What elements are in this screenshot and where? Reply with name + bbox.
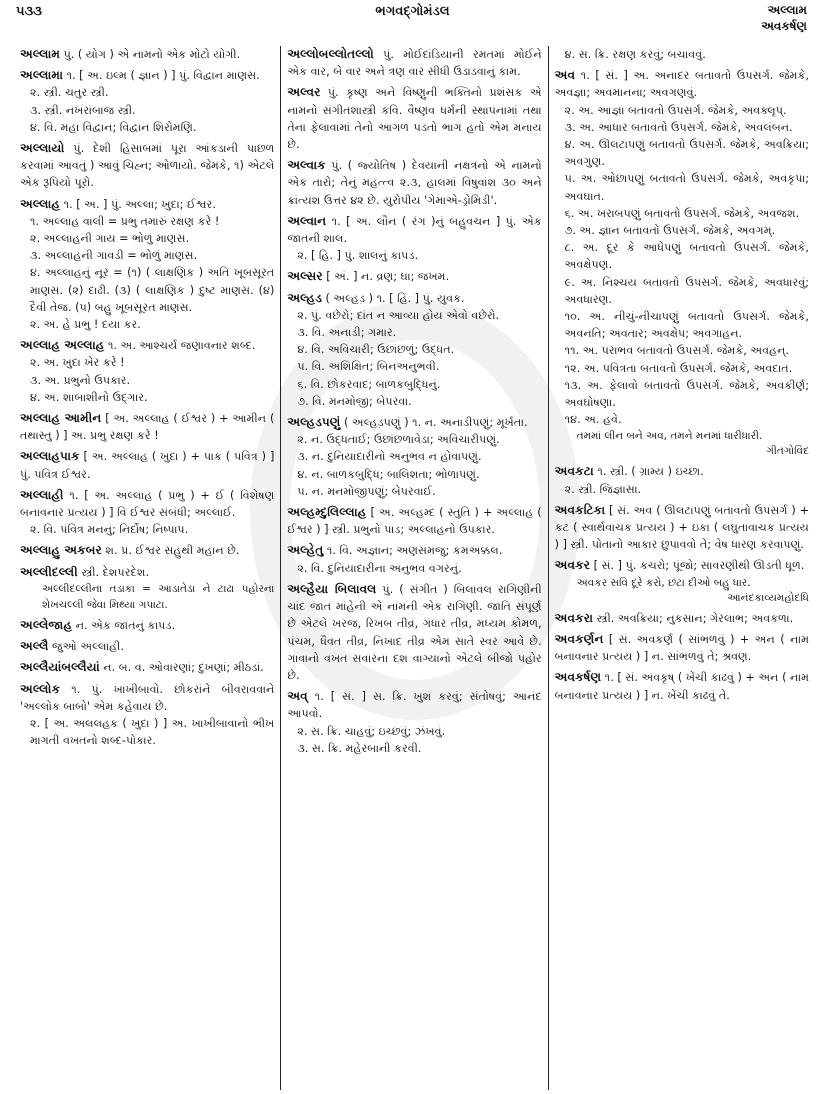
definition: ( અલ્હડ઼ ) ૧. [ હિં. ] પું. યુવક. — [325, 291, 465, 305]
sense: ૩. અ. પ્રભુનો ઉપકાર. — [30, 373, 131, 387]
guide-word-first: અલ્લામ — [767, 3, 807, 17]
sense: ૨. [ હિ. ] પું. શાલનું કાપડ. — [297, 249, 419, 263]
definition: સ્ત્રી. અવક્રિયા; નુકસાન; ગેરલાભ; અવકળા. — [596, 611, 794, 625]
definition: ૧. [ અ. ઇલ્મ ( જ્ઞાન ) ] પું. વિદ્વાન માણસ. — [66, 69, 260, 83]
headword: અલ્વાક — [287, 158, 326, 173]
dictionary-entry — [287, 414, 541, 500]
sense: ૬. વિ. છોકરવાદ; બાળકબુદ્ધિનું. — [297, 377, 441, 391]
dictionary-entry — [287, 46, 541, 80]
sense: ૨. સ્ત્રી. જિજ્ઞાસા. — [564, 482, 642, 496]
sense: ૪. વિ. અવિચારી; ઉછાંછળું; ઉદ્ધત. — [297, 343, 455, 357]
sense: ૭. અ. જ્ઞાન બતાવતો ઉપસર્ગ. જેમકે, અવગમ્. — [564, 224, 776, 238]
definition: [ સં. અવકર્ણ ( સાંભળવું ) + અન ( નામ બનાવનાર પ્રત્યય ) ] ન. સાંભળવું તે; શ્રવણ. — [554, 632, 809, 664]
column-right — [548, 46, 815, 1090]
dictionary-entry — [20, 681, 274, 750]
headword: અલ્લામા — [20, 68, 63, 83]
sense: ૪. અ. ઊલટાપણું બતાવતો ઉપસર્ગ. જેમકે, અવક્રિયા; અવગુણ. — [564, 138, 809, 169]
definition: [ અં. ] ન. વ્રણ; ઘા; જખમ. — [326, 270, 450, 284]
dictionary-entry — [20, 46, 274, 63]
sense: ૩. અલ્લાહની ગાવડી = ભોળું માણસ. — [30, 249, 198, 263]
page-number: ૫૩૩ — [16, 4, 42, 19]
example-quote: તમમાં લીન બને અવ, તમને મનમાં ધારીધારી. — [576, 430, 763, 443]
definition: પું. ( જ્યોતિષ ) દેવયાની નક્ષત્રનો એ નામનો એક તારો; તેનું મહત્ત્વ ૨.૩, હાલમાં વિષુવાંશ ૩૦ અને ક્રાંત્યંશ ઉત્તર ૪૨ છે. યુરોપીય 'ગેમાએ-ડ્રોમિડી'. — [287, 159, 542, 207]
sense: ૧૩. અ. ફેલાવો બતાવતો ઉપસર્ગ. જેમકે, અવકીર્ણ; અવઘોષણા. — [564, 378, 809, 410]
dictionary-entry — [287, 84, 541, 153]
definition: શ. પ્ર. ઈશ્વર સહુથી મહાન છે. — [105, 544, 240, 558]
definition: [ સં. ] પું. કચરો; પૂંજો; સાવરણીથી ઊડતી ધૂળ. — [593, 559, 805, 573]
sense: ૨. વિ. દુનિયાદારીના અનુભવ વગરનું. — [297, 561, 462, 575]
dictionary-entry — [20, 487, 274, 539]
sense: ૨. પું. વછેરો; દાંત ન આવ્યા હોય એવો વછેરો. — [297, 308, 500, 322]
dictionary-entry — [287, 268, 541, 285]
definition: સ્ત્રી. દેશપરદેશ. — [81, 565, 150, 579]
dictionary-entry — [287, 157, 541, 209]
definition: ૧. [ સં. અવકૃષ્ ( ખેંચી કાઢવું ) + અન ( નામ બનાવનાર પ્રત્યય ) ] ન. ખેંચી કાઢવું તે. — [554, 671, 809, 702]
sense: ૨. સ. ક્રિ. ચાહવું; ઇચ્છવું; ઝંખવું. — [297, 724, 446, 738]
definition: પું. મોઈદાંડિયાની રમતમાં મોઈને એક વાર, બે વાર અને ત્રણ વાર સીધી ઉડાડવાનું કામ. — [287, 48, 542, 79]
sense: ૪. અ. શાબાશીનો ઉદ્ગાર. — [30, 390, 148, 404]
dictionary-entry — [20, 659, 274, 676]
dictionary-entry — [20, 617, 274, 634]
dictionary-entry — [555, 631, 809, 665]
dictionary-entry — [287, 542, 541, 576]
headword: અલ્હમ્દુલિલ્લાહ — [287, 505, 367, 520]
example-quote: અલ્લીદલ્લીના તડાકા = આડાતેડા ને ટાઢા પહોરના શેખચલ્લી જેવા મિથ્યા ગપાટા. — [42, 582, 275, 611]
headword: અલ્લૈયાંબલ્લૈયાં — [20, 660, 100, 675]
sense: ૭. વિ. મનમોજી; બેપરવા. — [297, 394, 412, 408]
headword: અવકરા — [554, 610, 593, 625]
headword: અલ્લૈ — [20, 639, 49, 654]
definition: ૧. સ્ત્રી. ( ગ્રામ્ય ) ઇચ્છા. — [597, 465, 704, 479]
sense: ૨. સ્ત્રી. ચતુર સ્ત્રી. — [30, 86, 109, 100]
dictionary-entry — [20, 564, 274, 613]
sense: ૯. અ. નિશ્ચય બતાવતો ઉપસર્ગ. જેમકે, અવધારવું; અવધારણ. — [564, 275, 809, 306]
sense: ૪. વિ. મહા વિદ્વાન; વિદ્વાન શિરોમણિ. — [30, 120, 197, 134]
dictionary-entry — [20, 448, 274, 482]
page-header — [0, 0, 825, 44]
headword: અલ્લેજાહ — [20, 617, 73, 632]
definition: પું. દેશી હિસાબમાં પૂરા આંકડાની પાછળ કરવામાં આવતું ) આવું ચિહ્ન; ઓળાયો. જેમકે, ૧) એટલે એક રૂપિયો પૂરો. — [20, 142, 275, 190]
sense: ૩. વિ. અનાડી; ગમાર. — [297, 326, 397, 340]
headword: અલ્હડપણું — [287, 415, 341, 430]
sense: ૪. ન. બાળકબુદ્ધિ; બાલિશતા; ભોળાપણું. — [297, 467, 480, 481]
sense: ૨. ન. ઉદ્ધતાઈ; ઉછાંછળાવેડા; અવિચારીપણું. — [297, 433, 500, 447]
definition: [ અ. અલ્હમ્દ ( સ્તુતિ ) + અલ્લાહ ( ઈશ્વર ) ] સ્ત્રી. પ્રભુનો પાડ; અલ્લાહનો ઉપકાર. — [287, 506, 542, 537]
quote-attribution: ગીતગોવિંદ — [766, 445, 809, 458]
definition: પું. કૃષ્ણ અને વિષ્ણુની ભક્તિનો પ્રશંસક એ નામનો સંગીતશાસ્ત્રી કવિ. વૈષ્ણવ ધર્મની સ્થાપનામાં તથા તેના ફેલાવામાં તેનો આગળ પડતો ભાગ હતો એમ મનાય છે. — [287, 86, 542, 152]
definition: ૧. [ અ. અલ્લાહ ( પ્રભુ ) + ઈ ( વિશેષણ બનાવનાર પ્રત્યય ) ] વિ ઈશ્વર સંબંધી; અલ્લાઈ. — [20, 488, 275, 520]
dictionary-entry — [287, 688, 541, 757]
dictionary-columns — [14, 46, 815, 1090]
headword: અલ્લાહ — [20, 196, 61, 211]
dictionary-entry — [20, 337, 274, 406]
dictionary-entry — [555, 669, 809, 703]
definition: [ અ. અલ્લાહ ( ઈશ્વર ) + આમીન ( તથાસ્તુ ) ] અ. પ્રભુ રક્ષણ કરે ! — [20, 412, 275, 443]
headword: અલ્વર — [287, 85, 321, 100]
sense: ૫. અ. ઓછાપણું બતાવતો ઉપસર્ગ. જેમકે, અવકૃપા; અવઘાત. — [564, 172, 809, 203]
sense: ૩. અ. આધાર બતાવતો ઉપસર્ગ. જેમકે, અવલંબન. — [564, 120, 793, 134]
definition: ૧. અ. આશ્ચર્ય જણાવનાર શબ્દ. — [107, 339, 256, 353]
dictionary-entry — [287, 581, 541, 684]
sense: ૩. ન. દુનિયાદારીનો અનુભવ ન હોવાપણું. — [297, 450, 482, 464]
sense: ૮. અ. દૂર કે આધેપણું બતાવતો ઉપસર્ગ. જેમકે, અવક્ષેપણ. — [564, 241, 809, 272]
headword: અલ્લાહી — [20, 487, 64, 502]
definition: પું. ( સંગીત ) બિલાવલ રાગિણીની ચાંદ જાત માંહેની એ નામની એક રાગિણી. જાતિ સંપૂર્ણ છે એટલે ખરજ, રિખબ તીવ્ર, ગંધાર તીવ્ર, મધ્યમ કોમળ, પંચમ, ધૈવત તીવ્ર, નિખાદ તીવ્ર એમ સાતે સ્વર આવે છે. ગાવાનો વખત સવારના દશ વાગ્યાનો એટલે બીજો પહોર છે. — [287, 582, 542, 682]
sense: ૨. અલ્લાહની ગાય = ભોળું માણસ. — [30, 232, 190, 246]
dictionary-entry — [20, 67, 274, 136]
headword: અલ્વાન — [287, 213, 327, 228]
column-middle — [280, 46, 547, 1090]
dictionary-entry — [555, 610, 809, 627]
sense: ૧૪. અ. હવે. — [564, 413, 622, 427]
sense: ૨. વિ. પવિત્ર મનનું; નિર્દોષ; નિષ્પાપ. — [30, 523, 189, 537]
definition: ૧. [ સં. ] અ. અનાદર બતાવતો ઉપસર્ગ. જેમકે, અવજ્ઞા; અવમાનના; અવગણવું. — [554, 69, 809, 100]
sense: ૨. [ અ. અલલહક ( ખુદા ) ] અ. ખાખીબાવાનો ભીખ માગતી વખતનો શબ્દ-પોકાર. — [30, 716, 275, 748]
headword: અવકટિકા — [554, 502, 606, 517]
sense: ૩. સ. ક્રિ. મહેરબાની કરવી. — [297, 741, 422, 755]
example-quote: અવકર સવિ દૂરે કરો, છંટા દીઓ બહુ ધાર. — [576, 576, 751, 589]
dictionary-entry — [20, 542, 274, 559]
headword: અલ્લાહુ અકબર — [20, 543, 102, 558]
definition: [ સં. અવ ( ઊલટાપણું બતાવતો ઉપસર્ગ ) + કટ ( સ્વાર્થવાચક પ્રત્યય ) + ઇકા ( લઘુતાવાચક પ્રત્યય ) ] સ્ત્રી. પોતાનો આકાર છુપાવવો તે; વેષ ધારણ કરવાપણું. — [554, 503, 809, 552]
headword: અલ્લાહપાક — [20, 449, 80, 464]
quote-attribution: આનંદકાવ્યમહોદધિ — [727, 591, 809, 604]
sense: ૧. અલ્લાહ વાલી = પ્રભુ તમારું રક્ષણ કરે ! — [30, 214, 220, 228]
dictionary-entry — [287, 213, 541, 265]
headword: અવકટા — [554, 464, 594, 479]
definition: ૧. પું. ખાખીબાવો. છોકરાંને બીવરાવવાને 'અલ્લોક બાબો' એમ કહેવાય છે. — [20, 682, 275, 713]
dictionary-entry — [20, 196, 274, 334]
sense: ૬. અ. ખરાબપણું બતાવતો ઉપસર્ગ. જેમકે, અવજશ. — [564, 206, 800, 220]
dictionary-entry — [555, 502, 809, 554]
headword: અલ્હડ — [287, 290, 322, 305]
definition: ન. બ. વ. ઓવારણાં; દુખણાં; મીઠડાં. — [103, 661, 264, 675]
headword: અલ્સર — [287, 269, 323, 284]
dictionary-entry — [555, 557, 809, 605]
dictionary-entry — [555, 463, 809, 497]
headword: અવકર — [554, 558, 591, 573]
headword: અલ્લામ — [20, 47, 60, 61]
running-title: ભગવદ્ગોમંડલ — [375, 4, 450, 19]
dictionary-entry — [555, 67, 809, 459]
definition: જુઓ અલ્લાહી. — [51, 640, 124, 654]
sense: ૪. અલ્લાહનું નૂર = (૧) ( લાક્ષણિક ) અતિ ખૂબસૂરત માણસ. (૨) દાઢી. (૩) ( લાક્ષણિક ) દુષ્ટ માણસ. (૪) દૈવી તેજ. (૫) બહુ ખૂબસૂરત માણસ. — [30, 266, 275, 314]
definition: ન. એક જાતનું કાપડ. — [75, 618, 176, 632]
sense: ૩. સ્ત્રી. નખરાંબાજ સ્ત્રી. — [30, 103, 136, 117]
headword: અવકર્ષણ — [554, 670, 602, 685]
sense: ૨. અ. આજ્ઞા બતાવતો ઉપસર્ગ. જેમકે, અવક્લૃપ્. — [564, 103, 787, 117]
sense: ૧૧. અ. પરાભવ બતાવતો ઉપસર્ગ. જેમકે, અવહન્. — [564, 344, 789, 358]
headword: અલ્લાહ આમીન — [20, 411, 102, 426]
sense: ૫. ન. મનમોજીપણું; બેપરવાઈ. — [297, 484, 436, 498]
sense: ૨. અ. ખુદા ખેર કરે ! — [30, 356, 125, 370]
column-left — [14, 46, 280, 1090]
dictionary-entry — [20, 410, 274, 444]
sense: ૨. અ. હે પ્રભુ ! દયા કર. — [30, 318, 141, 332]
dictionary-entry — [20, 140, 274, 192]
definition: પું. ( યોગ ) એ નામનો એક મોટો યોગી. — [63, 48, 241, 61]
headword: અલ્લીદલ્લી — [20, 564, 78, 579]
definition: ( અલ્હડ઼પણું ) ૧. ન. અનાડીપણું; મૂર્ખતા. — [343, 416, 528, 430]
headword: અલ્હેતુ — [287, 543, 324, 558]
headword: અલ્હૈયા બિલાવલ — [287, 581, 377, 596]
dictionary-entry — [287, 290, 541, 410]
definition: ૧. [ અ. ] પું. અલ્લા; ખુદા; ઈશ્વર. — [63, 197, 216, 211]
definition: ૧. [ સં. ] સ. ક્રિ. ખુશ કરવું; સંતોષવું; આનંદ આપવો. — [287, 690, 542, 721]
headword: અલ્લોબલ્લોતલ્લો — [287, 47, 374, 61]
guide-words — [761, 2, 807, 34]
definition: ૧. [ અ. લૌન ( રંગ )નું બહુવચન ] પું. એક જાતની શાલ. — [287, 214, 542, 246]
sense: ૧૨. અ. પવિત્રતા બતાવતો ઉપસર્ગ. જેમકે, અવદાત. — [564, 361, 793, 375]
headword: અલ્લોક — [20, 681, 61, 696]
sense: ૫. વિ. અશિક્ષિત; બિનઅનુભવી. — [297, 360, 440, 374]
headword: અવ્ — [287, 689, 308, 704]
definition: ૧. વિ. અજ્ઞાન; અણસમજુ; કમઅક્કલ. — [326, 544, 503, 558]
dictionary-entry — [287, 504, 541, 538]
sense: ૧૦. અ. નીચું-નીચાપણું બતાવતો ઉપસર્ગ. જેમકે, અવનતિ; અવતાર; અવક્ષેપ; અવગાહન. — [564, 310, 809, 341]
dictionary-entry — [555, 46, 809, 63]
definition: [ અ. અલ્લાહ ( ખુદા ) + પાક ( પવિત્ર ) ] પું. પવિત્ર ઈશ્વર. — [20, 450, 275, 481]
headword: અવકર્ણન — [554, 631, 604, 646]
guide-word-last: અવકર્ષણ — [761, 19, 807, 33]
dictionary-entry — [20, 638, 274, 655]
headword: અલ્લાહ અલ્લાહ — [20, 338, 105, 353]
headword: અલ્લાયો — [20, 141, 65, 156]
sense: ૪. સ. ક્રિ. રક્ષણ કરવું; બચાવવું. — [564, 48, 706, 61]
headword: અવ — [554, 68, 576, 83]
